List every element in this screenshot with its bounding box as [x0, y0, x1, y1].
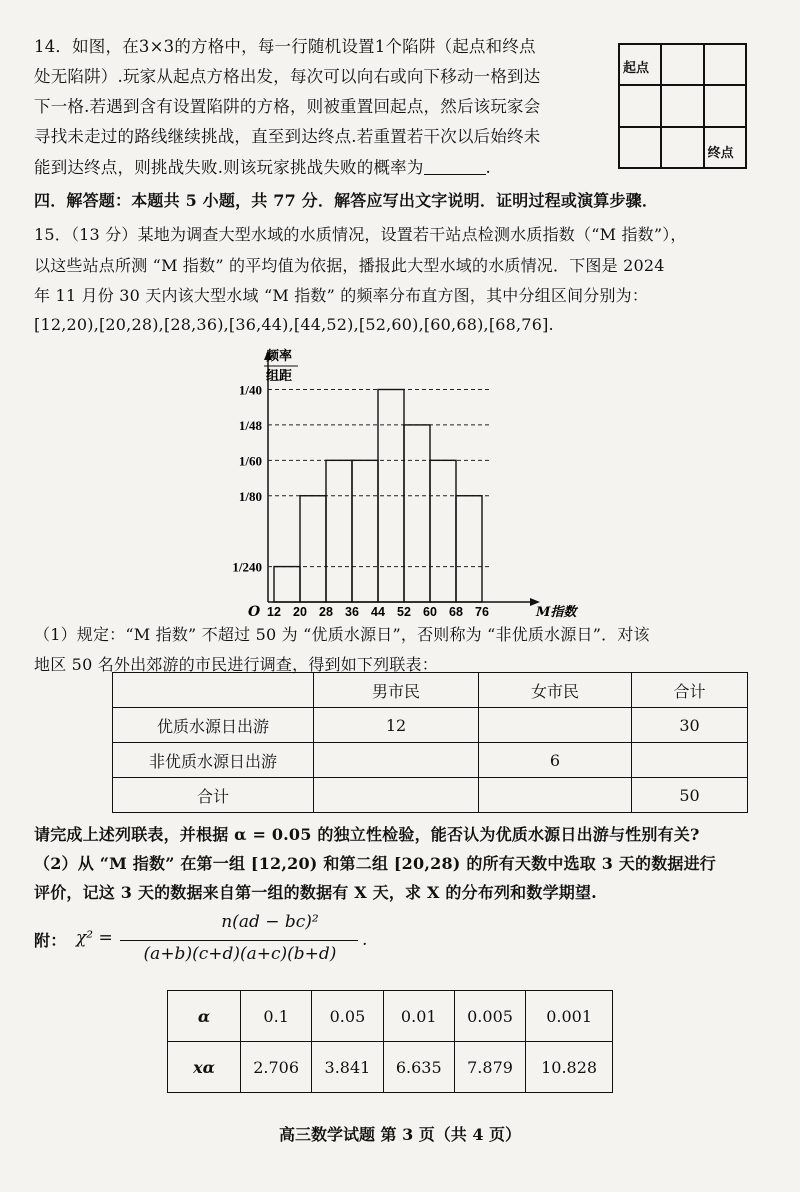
x-tick-label: 36: [345, 605, 359, 619]
critical-value: 7.879: [454, 1042, 525, 1093]
x-tick-label: 12: [267, 605, 281, 619]
grid-cell: [704, 44, 746, 85]
y-label-bottom: 组距: [266, 368, 293, 383]
grid-cell: [661, 85, 703, 126]
histogram-bar: [430, 460, 456, 602]
table-row: [113, 743, 748, 778]
contingency-table: [112, 672, 748, 813]
page-footer: 高三数学试题 第 3 页（共 4 页）: [278, 1125, 522, 1144]
alpha-value: 0.005: [454, 991, 525, 1042]
alpha-value: 0.001: [526, 991, 613, 1042]
table-cell[interactable]: 6: [479, 743, 632, 778]
formula-period: .: [362, 930, 368, 950]
x-alpha-label: xα: [168, 1042, 241, 1093]
grid-cell: [661, 127, 703, 168]
alpha-value: 0.01: [383, 991, 454, 1042]
alpha-label: α: [168, 991, 241, 1042]
table-row: [113, 708, 748, 743]
table-cell[interactable]: [479, 778, 632, 813]
trap-grid: [618, 43, 747, 169]
part2-line-2: 评价，记这 3 天的数据来自第一组的数据有 X 天，求 X 的分布列和数学期望.: [34, 883, 597, 902]
critical-value: 3.841: [312, 1042, 383, 1093]
grid-cell: [619, 85, 661, 126]
alpha-table: [167, 990, 613, 1093]
table-header-cell: 合计: [632, 673, 748, 708]
origin-label: O: [248, 604, 261, 620]
answer-blank[interactable]: [424, 158, 486, 175]
q15-line-1: 15．（13 分）某地为调查大型水域的水质情况，设置若干站点检测水质指数（“M 指数”），: [34, 225, 687, 244]
x-tick-label: 28: [319, 605, 333, 619]
formula-denominator: (a+b)(c+d)(a+c)(b+d): [143, 944, 337, 964]
appendix-label: 附：: [34, 931, 67, 950]
formula-fraction-bar: [120, 940, 358, 941]
grid-cell: [619, 127, 661, 168]
y-label-top: 频率: [266, 348, 293, 363]
y-tick-label: 1/60: [238, 453, 262, 469]
table-cell[interactable]: 30: [632, 708, 748, 743]
table-cell[interactable]: [314, 743, 479, 778]
table-cell[interactable]: [632, 743, 748, 778]
grid-cell-start: 起点: [619, 44, 661, 85]
x-tick-label: 60: [423, 605, 437, 619]
table-cell[interactable]: [479, 708, 632, 743]
table-row: [168, 1042, 613, 1093]
table-cell: 优质水源日出游: [113, 708, 314, 743]
q14-line-1: 14．如图，在3×3的方格中，每一行随机设置1个陷阱（起点和终点: [34, 37, 536, 56]
y-tick-label: 1/240: [232, 559, 262, 575]
x-tick-label: 44: [371, 605, 385, 619]
alpha-value: 0.05: [312, 991, 383, 1042]
q14-line-5: [34, 157, 491, 179]
table-header-cell: [113, 673, 314, 708]
q15-line-2: 以这些站点所测 “M 指数” 的平均值为依据，播报此大型水域的水质情况．下图是 2024: [34, 256, 665, 275]
x-axis-label: M指数: [536, 605, 577, 620]
x-tick-label: 76: [475, 605, 489, 619]
table-cell: 非优质水源日出游: [113, 743, 314, 778]
critical-value: 2.706: [241, 1042, 312, 1093]
critical-value: 10.828: [526, 1042, 613, 1093]
histogram-bar: [352, 460, 378, 602]
x-tick-label: 52: [397, 605, 411, 619]
y-tick-label: 1/48: [238, 417, 262, 433]
table-header-cell: 男市民: [314, 673, 479, 708]
histogram-bar: [326, 460, 352, 602]
histogram-bar: [456, 496, 482, 602]
histogram-bar: [274, 567, 300, 602]
table-cell[interactable]: 12: [314, 708, 479, 743]
table-row: [168, 991, 613, 1042]
table-cell[interactable]: [314, 778, 479, 813]
histogram-bar: [300, 496, 326, 602]
grid-cell: [661, 44, 703, 85]
q14-period: .: [485, 158, 491, 177]
section-4-heading: 四．解答题：本题共 5 小题，共 77 分．解答应写出文字说明．证明过程或演算步骤．: [34, 191, 659, 210]
formula-lhs: χ² =: [76, 928, 113, 948]
critical-value: 6.635: [383, 1042, 454, 1093]
table-cell: 合计: [113, 778, 314, 813]
x-tick-label: 68: [449, 605, 463, 619]
table-row: [113, 778, 748, 813]
part2-line-1: （2）从 “M 指数” 在第一组 [12,20) 和第二组 [20,28) 的所有天数中选取 3 天的数据进行: [34, 854, 717, 873]
part1-line-2: 地区 50 名外出郊游的市民进行调查，得到如下列联表：: [34, 655, 438, 674]
y-tick-label: 1/40: [238, 382, 262, 398]
frequency-histogram: [210, 340, 577, 620]
histogram-bar: [404, 425, 430, 602]
q15-intervals: [12,20),[20,28),[28,36),[36,44),[44,52),[52,60),[60,68),[68,76].: [34, 315, 554, 334]
part1-question: 请完成上述列联表，并根据 α = 0.05 的独立性检验，能否认为优质水源日出游与性别有关?: [34, 825, 700, 844]
grid-cell-end: 终点: [704, 127, 746, 168]
x-tick-label: 20: [293, 605, 307, 619]
alpha-value: 0.1: [241, 991, 312, 1042]
table-header-cell: 女市民: [479, 673, 632, 708]
q14-last-text: 能到达终点，则挑战失败.则该玩家挑战失败的概率为: [34, 158, 424, 177]
q14-line-4: 寻找未走过的路线继续挑战，直至到达终点.若重置若干次以后始终未: [34, 127, 541, 146]
grid-cell: [704, 85, 746, 126]
part1-line-1: （1）规定：“M 指数” 不超过 50 为 “优质水源日”，否则称为 “非优质水源日”．对该: [34, 625, 650, 644]
table-cell[interactable]: 50: [632, 778, 748, 813]
q14-line-2: 处无陷阱）.玩家从起点方格出发，每次可以向右或向下移动一格到达: [34, 67, 541, 86]
q14-line-3: 下一格.若遇到含有设置陷阱的方格，则被重置回起点，然后该玩家会: [34, 97, 541, 116]
q15-line-3: 年 11 月份 30 天内该大型水域 “M 指数” 的频率分布直方图，其中分组区间分别为：: [34, 286, 649, 305]
formula-numerator: n(ad − bc)²: [221, 912, 319, 932]
y-tick-label: 1/80: [238, 488, 262, 504]
table-row: [113, 673, 748, 708]
